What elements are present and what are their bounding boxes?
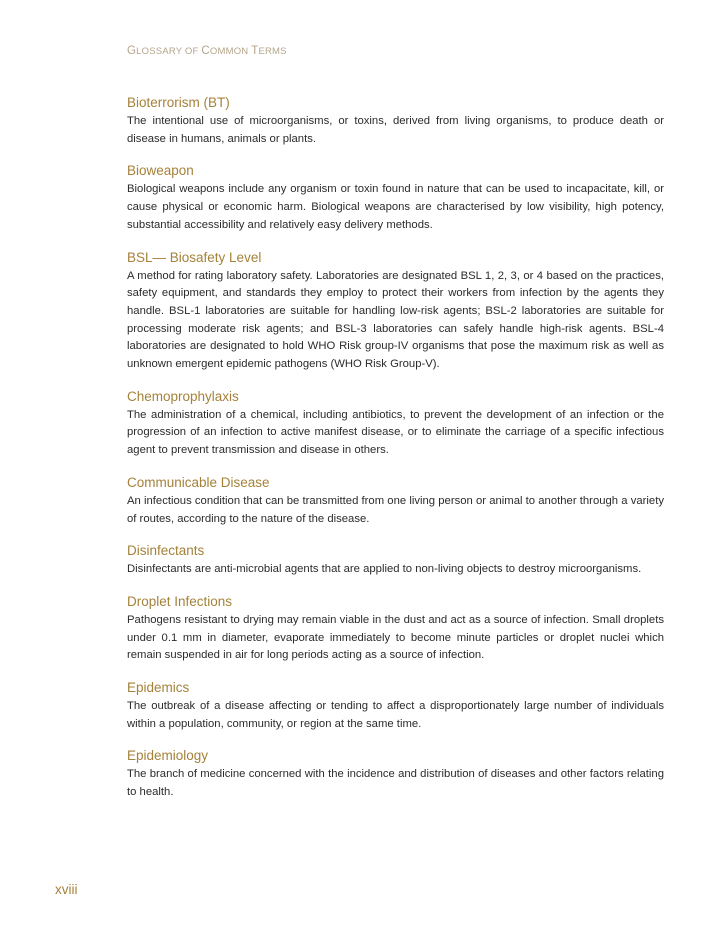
glossary-term: Droplet Infections: [127, 593, 233, 609]
glossary-term: Disinfectants: [127, 543, 205, 559]
glossary-definition: Pathogens resistant to drying may remain viable in the dust and act as a source of infection. Small droplets under 0.1 mm in diameter, evaporate immediately to become minute particles or droplet nuclei which remain suspended in air for long periods acting as a source of infection.: [127, 613, 664, 662]
glossary-definition: The branch of medicine concerned with the incidence and distribution of diseases and other factors relating to health.: [127, 768, 664, 799]
running-header: [127, 45, 287, 57]
glossary-term: Epidemics: [127, 680, 190, 696]
glossary-entry-epidemiology: [127, 747, 664, 801]
glossary-entry-chemoprophylaxis: [127, 388, 664, 460]
glossary-definition: Disinfectants are anti-microbial agents that are applied to non-living objects to destroy microorganisms.: [127, 563, 642, 576]
running-head-text-2: OMMON: [209, 46, 252, 57]
glossary-entry-droplet-infections: [127, 593, 664, 665]
running-head-text-1: LOSSARY OF: [136, 46, 202, 57]
glossary-entry-bsl: [127, 249, 664, 374]
glossary-definition: The intentional use of microorganisms, or toxins, derived from living organisms, to produce death or disease in humans, animals or plants.: [127, 115, 664, 145]
glossary-term: Chemoprophylaxis: [127, 388, 239, 404]
glossary-term: Epidemiology: [127, 748, 209, 764]
glossary-term: Communicable Disease: [127, 474, 270, 490]
glossary-definition: The administration of a chemical, including antibiotics, to prevent the development of an infection or the progression of an infection to active manifest disease, or to eliminate the carriage of a specific infectious agent to prevent transmission and disease in others.: [127, 408, 664, 457]
running-head-text-3: ERMS: [258, 46, 287, 57]
page-number: xviii: [55, 882, 78, 897]
running-head-initial-t: T: [251, 45, 259, 57]
glossary-entry-epidemics: [127, 679, 664, 733]
glossary-term: Bioterrorism (BT): [127, 95, 230, 110]
glossary-term: BSL— Biosafety Level: [127, 249, 262, 265]
glossary-term: Bioweapon: [127, 163, 194, 179]
glossary-definition: The outbreak of a disease affecting or tending to affect a disproportionately large number of individuals within a population, community, or region at the same time.: [127, 700, 664, 730]
glossary-definition: An infectious condition that can be transmitted from one living person or animal to another through a variety of routes, according to the nature of the disease.: [127, 494, 664, 525]
glossary-definition: Biological weapons include any organism or toxin found in nature that can be used to incapacitate, kill, or cause physical or economic harm. Biological weapons are characterised by low visibility, high potency, substantial accessibility and relatively easy delivery methods.: [127, 183, 664, 231]
glossary-entry-bioterrorism: [127, 94, 664, 148]
glossary-list: [127, 94, 664, 816]
glossary-entry-bioweapon: [127, 162, 664, 234]
glossary-entry-disinfectants: [127, 542, 664, 579]
running-head-initial-c: C: [201, 45, 210, 57]
glossary-definition: A method for rating laboratory safety. Laboratories are designated BSL 1, 2, 3, or 4 based on the practices, safety equipment, and standards they employ to protect their workers from infection by the agents they handle. BSL-1 laboratories are suitable for handling low-risk agents; BSL-2 laboratories are suitable for processing moderate risk agents; and BSL-3 laboratories can safely handle high-risk agents. BSL-4 laboratories are designated to hold WHO Risk group-IV organisms that pose the maximum risk as well as unknown emergent epidemic pathogens (WHO Risk Group-V).: [127, 269, 664, 371]
glossary-entry-communicable-disease: [127, 474, 664, 528]
running-head-initial-g: G: [127, 45, 137, 57]
